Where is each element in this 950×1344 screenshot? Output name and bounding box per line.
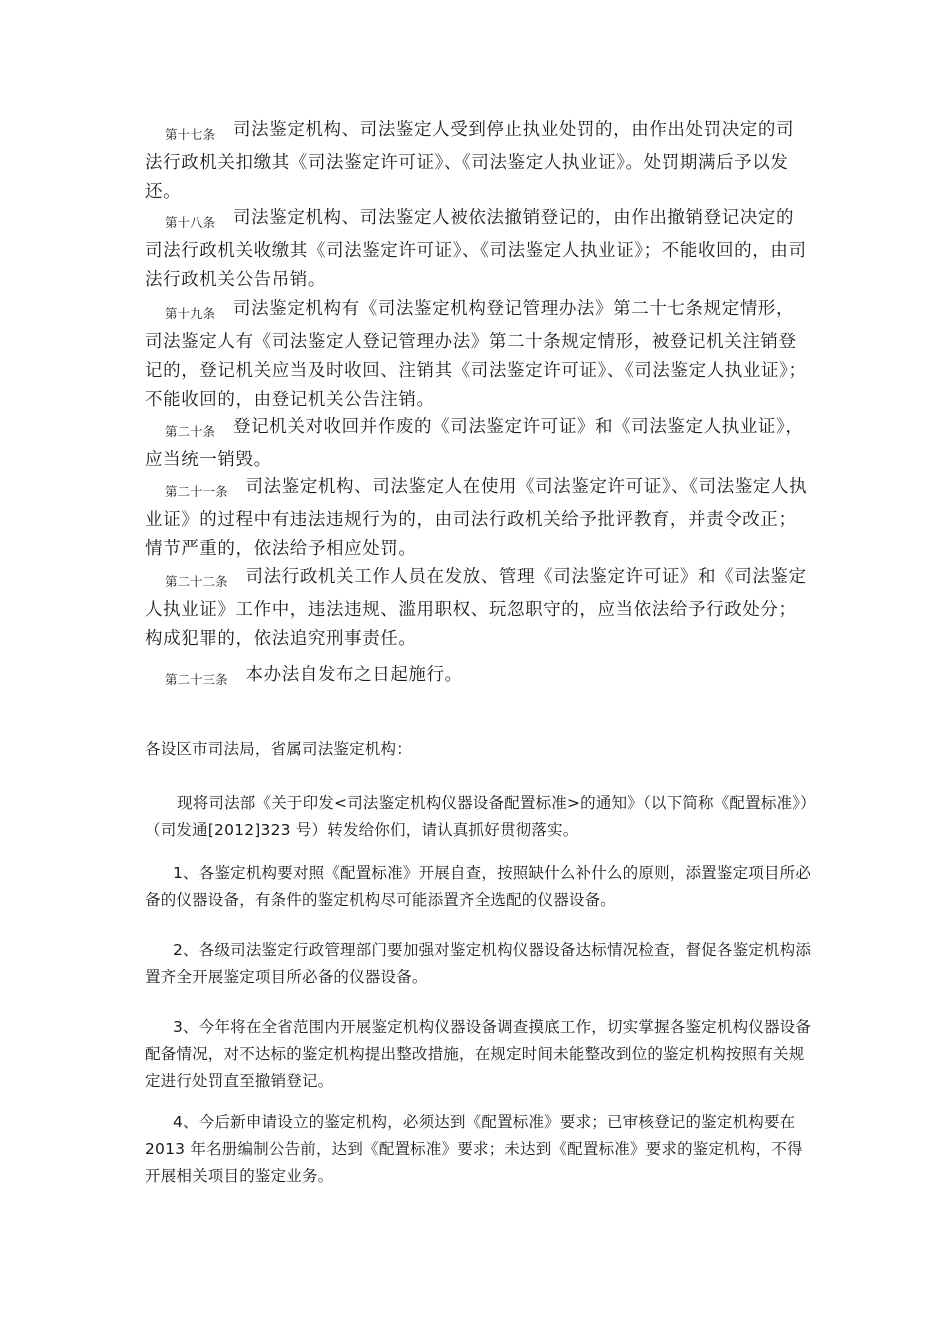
article-text: 登记机关对收回并作废的《司法鉴定许可证》和《司法鉴定人执业证》，应当统一销毁。 xyxy=(145,417,804,470)
notice-item-1: 1、各鉴定机构要对照《配置标准》开展自查，按照缺什么补什么的原则，添置鉴定项目所必备的仪器设备，有条件的鉴定机构尽可能添置齐全选配的仪器设备。 xyxy=(145,864,812,909)
notice-item-3: 3、今年将在全省范围内开展鉴定机构仪器设备调查摸底工作，切实掌握各鉴定机构仪器设备配备情况，对不达标的鉴定机构提出整改措施，在规定时间未能整改到位的鉴定机构按照有关规定进行处罚直至撤销登记。 xyxy=(145,1018,812,1090)
article-text: 司法鉴定机构、司法鉴定人受到停止执业处罚的，由作出处罚决定的司法行政机关扣缴其《司法鉴定许可证》、《司法鉴定人执业证》。处罚期满后予以发还。 xyxy=(145,120,795,202)
article-text: 司法鉴定机构、司法鉴定人被依法撤销登记的，由作出撤销登记决定的司法行政机关收缴其《司法鉴定许可证》、《司法鉴定人执业证》；不能收回的，由司法行政机关公告吊销。 xyxy=(145,208,807,290)
article-number: 第二十条 xyxy=(165,424,216,439)
article-text: 司法鉴定机构、司法鉴定人在使用《司法鉴定许可证》、《司法鉴定人执业证》的过程中有违法违规行为的，由司法行政机关给予批评教育，并责令改正；情节严重的，依法给予相应处罚。 xyxy=(145,477,808,559)
notice-item-2: 2、各级司法鉴定行政管理部门要加强对鉴定机构仪器设备达标情况检查，督促各鉴定机构添置齐全开展鉴定项目所必备的仪器设备。 xyxy=(145,941,812,986)
article-21 xyxy=(145,473,810,564)
article-text: 本办法自发布之日起施行。 xyxy=(245,665,463,685)
notice-intro: 现将司法部《关于印发<司法鉴定机构仪器设备配置标准>的通知》（以下简称《配置标准》）（司发通[2012]323 号）转发给你们，请认真抓好贯彻落实。 xyxy=(145,794,809,839)
article-22 xyxy=(145,563,810,654)
article-number: 第十七条 xyxy=(165,127,216,142)
article-number: 第二十二条 xyxy=(165,574,228,589)
article-text: 司法行政机关工作人员在发放、管理《司法鉴定许可证》和《司法鉴定人执业证》工作中，违法违规、滥用职权、玩忽职守的，应当依法给予行政处分；构成犯罪的，依法追究刑事责任。 xyxy=(145,567,807,649)
article-17 xyxy=(145,116,810,207)
article-number: 第十九条 xyxy=(165,306,216,321)
article-number: 第十八条 xyxy=(165,215,216,230)
notice-item-4: 4、今后新申请设立的鉴定机构，必须达到《配置标准》要求；已审核登记的鉴定机构要在 2013 年名册编制公告前，达到《配置标准》要求；未达到《配置标准》要求的鉴定机构，不得开展相关项目的鉴定业务。 xyxy=(145,1113,803,1185)
article-18 xyxy=(145,204,810,295)
article-number: 第二十三条 xyxy=(165,672,228,687)
notice-salutation: 各设区市司法局，省属司法鉴定机构： xyxy=(145,740,412,758)
article-20 xyxy=(145,413,810,475)
article-19 xyxy=(145,295,810,415)
article-text: 司法鉴定机构有《司法鉴定机构登记管理办法》第二十七条规定情形，司法鉴定人有《司法鉴定人登记管理办法》第二十条规定情形，被登记机关注销登记的，登记机关应当及时收回、注销其《司法鉴定许可证》、《司法鉴定人执业证》；不能收回的，由登记机关公告注销。 xyxy=(145,299,807,410)
article-number: 第二十一条 xyxy=(165,484,228,499)
article-23 xyxy=(145,661,810,694)
